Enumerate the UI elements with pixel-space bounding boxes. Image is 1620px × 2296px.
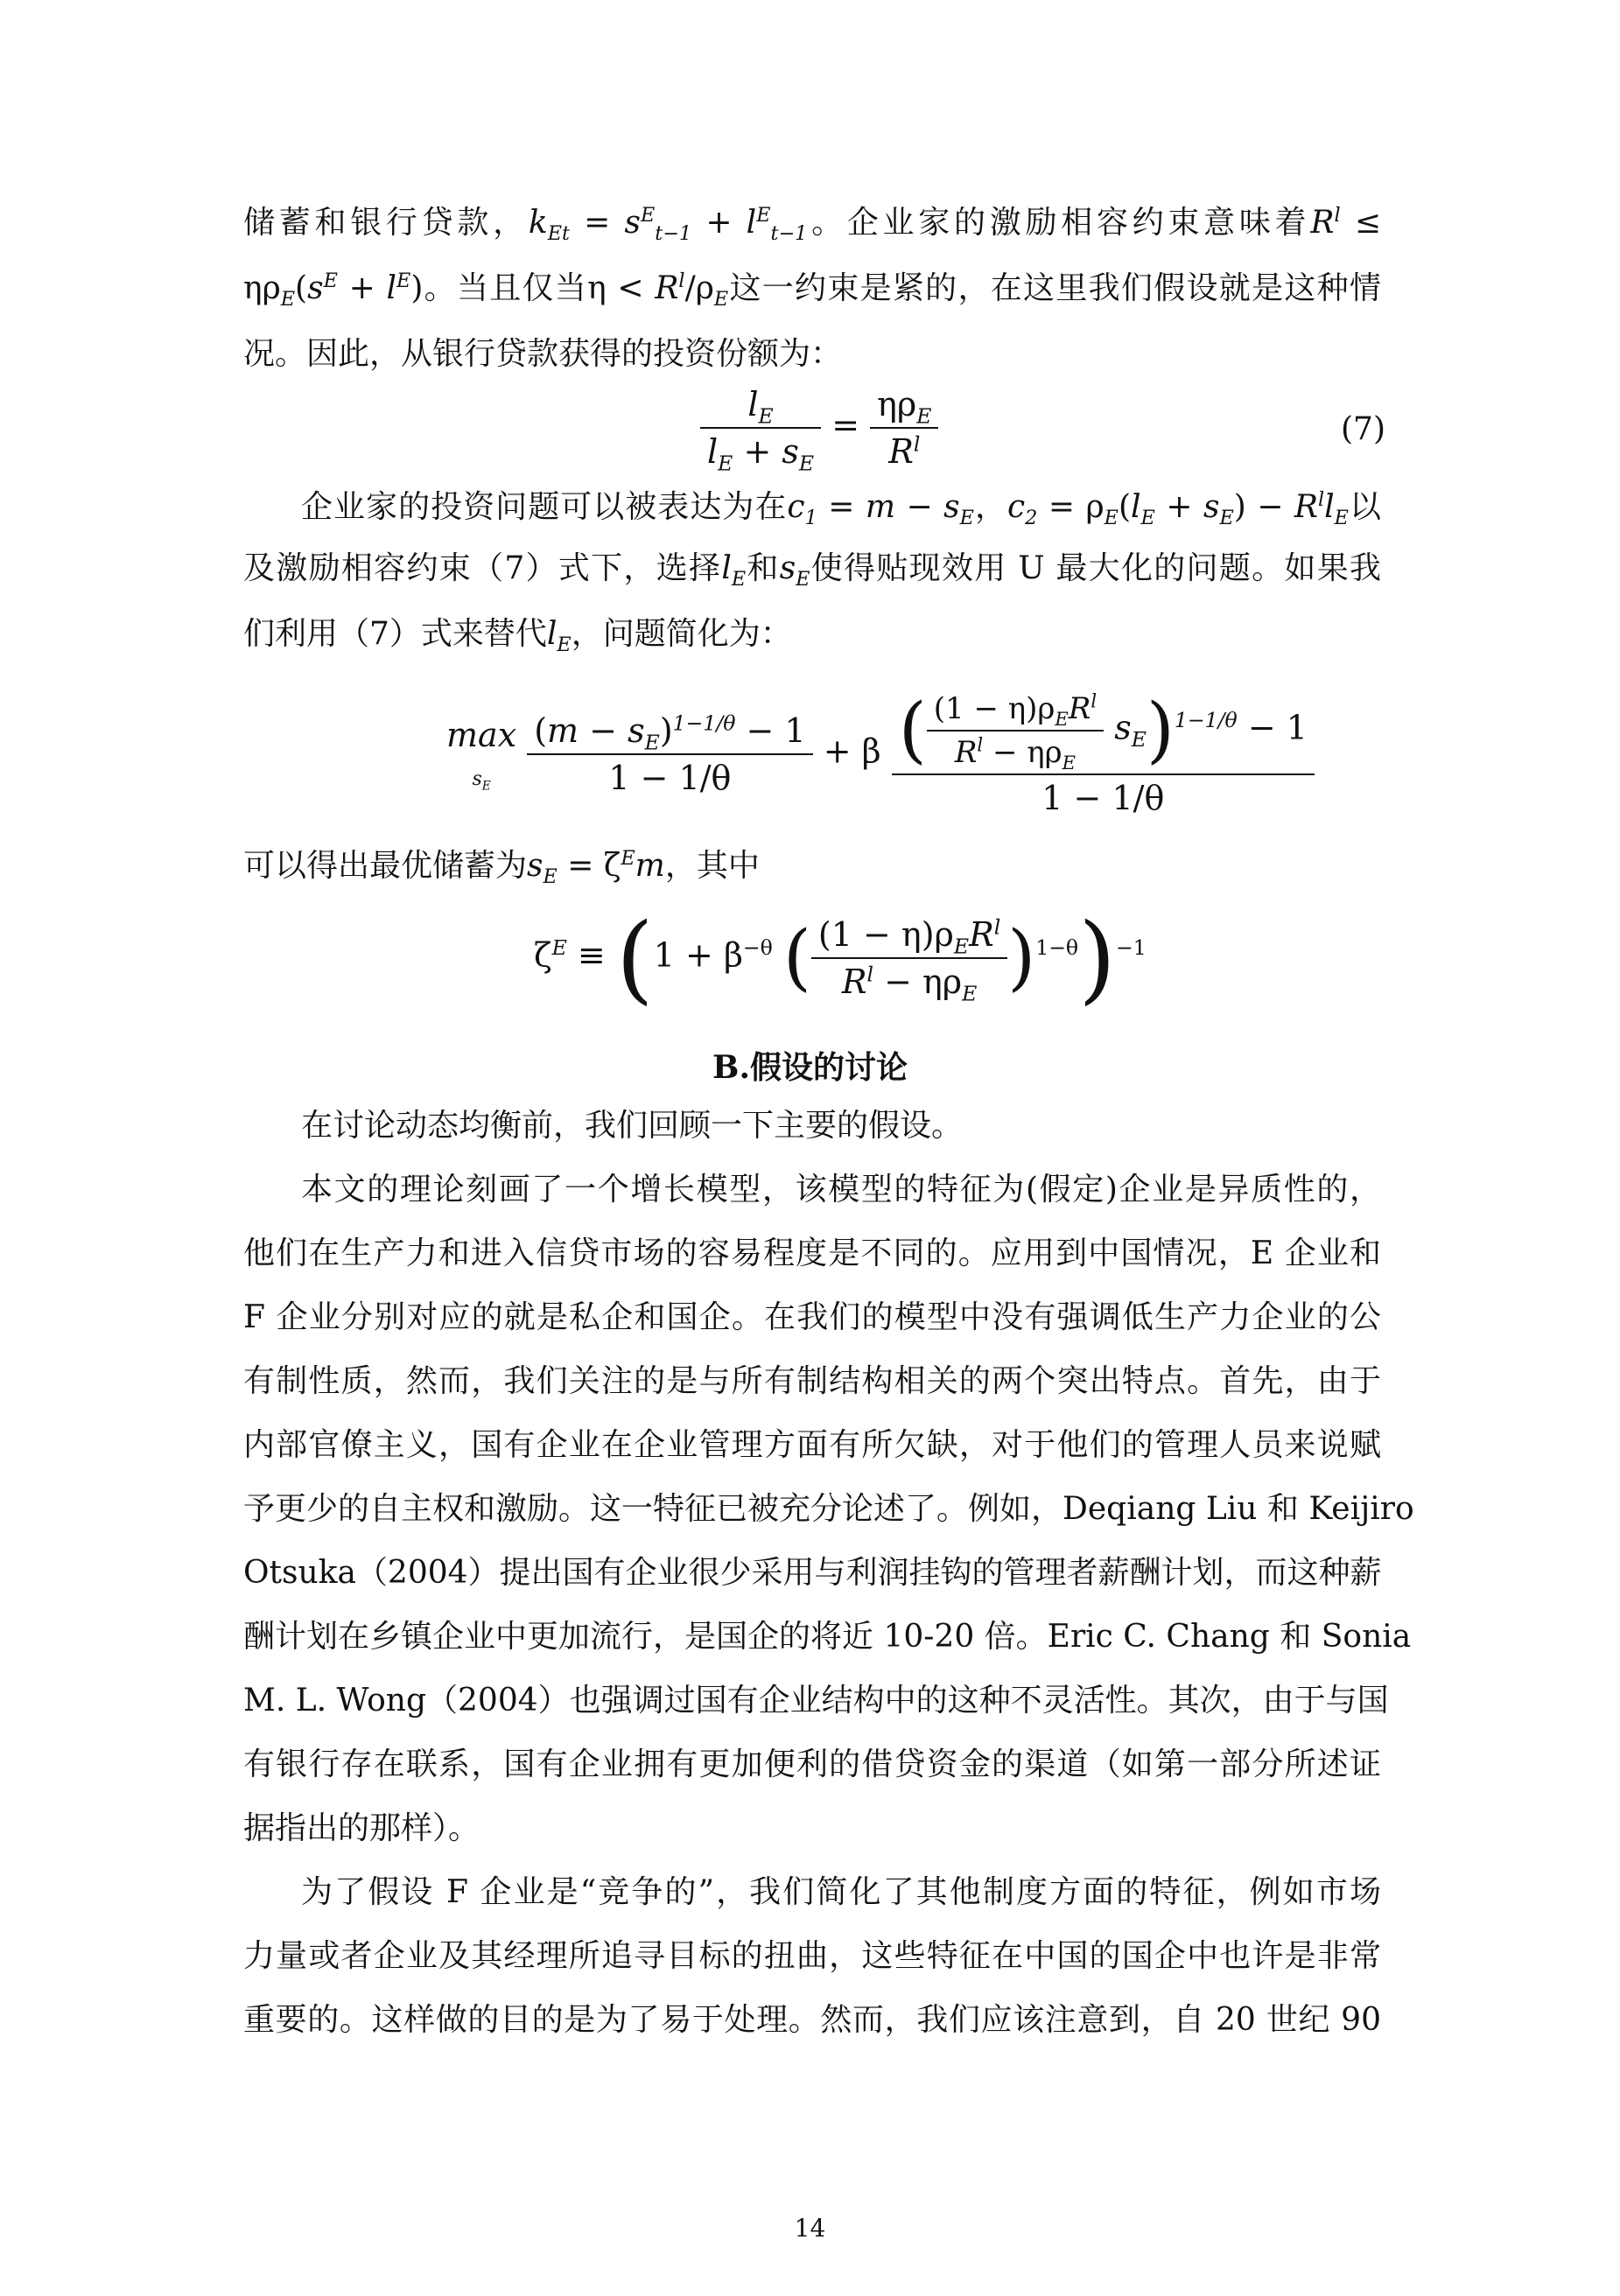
paragraph-line: 有制性质，然而，我们关注的是与所有制结构相关的两个突出特点。首先，由于 <box>243 1363 1381 1399</box>
page-number: 14 <box>794 2214 826 2243</box>
text-segment: ， <box>973 489 1007 525</box>
text-segment: 。企业家的激励相容约束意味着 <box>807 205 1311 241</box>
formula-c1: $c_1 = m - s_E$ <box>787 489 974 530</box>
fraction: $\frac{\eta\rho_E}{R^l}$ <box>870 385 938 471</box>
formula-eta-condition: $\eta < R^l/\rho_E$ <box>587 270 729 312</box>
text-segment: 这一约束是紧的，在这里我们假设就是这种情 <box>728 270 1381 306</box>
text-line <box>243 201 1381 245</box>
max-operator: max $s_E$ <box>446 716 517 794</box>
text-segment: 企业家的投资问题可以被表达为在 <box>301 489 788 525</box>
paragraph-line: M. L. Wong（2004）也强调过国有企业结构中的这种不灵活性。其次，由于与国 <box>243 1683 1389 1718</box>
paragraph-line: 予更少的自主权和激励。这一特征已被充分论述了。例如，Deqiang Liu 和 Keijiro <box>243 1491 1414 1527</box>
text-segment: 况。因此，从银行贷款获得的投资份额为： <box>243 336 843 372</box>
fraction: ( $\frac{(1 - \eta)\rho_ER^l}{R^l - \eta\rho_E}$ $s_E)^{1-1/\theta} - 1$ 1 − 1/θ <box>892 691 1315 817</box>
fraction: $\frac{(1 - \eta)\rho_ER^l}{R^l - \eta\rho_E}$ <box>811 915 1007 1001</box>
paragraph-line: Otsuka（2004）提出国有企业很少采用与利润挂钩的管理者薪酬计划，而这种薪 <box>243 1555 1382 1591</box>
equation-7: $\frac{l_E}{l_E + s_E}$ = $\frac{\eta\rho_E}{R^l}$ <box>700 385 938 471</box>
equation-number: (7) <box>1341 411 1385 447</box>
fraction: $\frac{(m - s_E)^{1-1/\theta} - 1}{1 - 1/\theta}$ <box>527 711 812 797</box>
text-segment: ，问题简化为： <box>571 616 792 652</box>
paragraph-line: 力量或者企业及其经理所追寻目标的扭曲，这些特征在中国的国企中也许是非常 <box>243 1938 1381 1974</box>
formula-incentive: $\eta\rho_E(s^E + l^E)$ <box>243 270 424 312</box>
text-segment: 和 <box>746 550 780 586</box>
paragraph-line: F 企业分别对应的就是私企和国企。在我们的模型中没有强调低生产力企业的公 <box>243 1299 1381 1335</box>
text-line <box>243 267 1381 311</box>
paragraph-line: 内部官僚主义，国有企业在企业管理方面有所欠缺，对于他们的管理人员来说赋 <box>243 1427 1381 1463</box>
text-line <box>301 486 1381 529</box>
text-segment: 们利用（7）式来替代 <box>243 616 547 652</box>
paragraph-line: 本文的理论刻画了一个增长模型，该模型的特征为(假定)企业是异质性的， <box>301 1172 1381 1208</box>
text-segment: 储蓄和银行贷款， <box>243 205 529 241</box>
text-line <box>243 547 1381 591</box>
formula-k-Et: $k_{Et} = s^E_{t-1} + l^E_{t-1}$ <box>528 204 808 246</box>
text-segment: 及激励相容约束（7）式下，选择 <box>243 550 722 586</box>
formula-lE: $l_E$ <box>546 616 572 657</box>
paragraph-line: 重要的。这样做的目的是为了易于处理。然而，我们应该注意到，自 20 世纪 90 <box>243 2002 1381 2038</box>
fraction: $\frac{l_E}{l_E + s_E}$ <box>700 385 821 471</box>
equation-zeta: $\zeta^E \equiv (1 + \beta^{-\theta}$ ( $\frac{(1 - \eta)\rho_ER^l}{R^l - \eta\rho_E}$ )$^{1-\theta}$)$^{-1}$ <box>534 902 1147 1014</box>
text-line <box>243 332 1381 376</box>
formula-sE-zeta: $s_E = \zeta^Em$ <box>527 847 665 889</box>
formula-c2: $c_2 = \rho_E(l_E + s_E) - R^ll_E$ <box>1007 488 1349 530</box>
text-segment: 以 <box>1348 489 1381 525</box>
paragraph-line: 酬计划在乡镇企业中更加流行，是国企的将近 10-20 倍。Eric C. Chang 和 Sonia <box>243 1619 1412 1655</box>
formula-R-l-leq: $R^l$ ≤ <box>1310 204 1381 241</box>
section-heading: B.假设的讨论 <box>712 1049 908 1086</box>
text-line <box>243 844 1381 888</box>
formula-lE: $l_E$ <box>721 550 747 592</box>
paragraph-line: 有银行存在联系，国有企业拥有更加便利的借贷资金的渠道（如第一部分所述证 <box>243 1746 1381 1782</box>
equation-maximization: max $s_E$ $\frac{(m - s_E)^{1-1/\theta} - 1}{1 - 1/\theta}$ + β ( $\frac{(1 - \eta)\rho_ER^l}{R^l - \eta\rho_E}$ $s_E)^{1-1/\theta} - 1$ 1 − 1/θ <box>446 691 1315 817</box>
text-segment: 可以得出最优储蓄为 <box>243 848 528 884</box>
text-line <box>243 612 1381 656</box>
paragraph-line: 为了假设 F 企业是“竞争的”，我们简化了其他制度方面的特征，例如市场 <box>301 1874 1381 1910</box>
paragraph-line: 在讨论动态均衡前，我们回顾一下主要的假设。 <box>301 1108 964 1144</box>
text-segment: 使得贴现效用 U 最大化的问题。如果我 <box>810 550 1381 586</box>
text-segment: 。当且仅当 <box>423 270 588 306</box>
formula-sE: $s_E$ <box>779 550 810 592</box>
text-segment: ，其中 <box>664 848 760 884</box>
paragraph-line: 据指出的那样）。 <box>243 1810 480 1846</box>
paragraph-line: 他们在生产力和进入信贷市场的容易程度是不同的。应用到中国情况，E 企业和 <box>243 1236 1381 1271</box>
